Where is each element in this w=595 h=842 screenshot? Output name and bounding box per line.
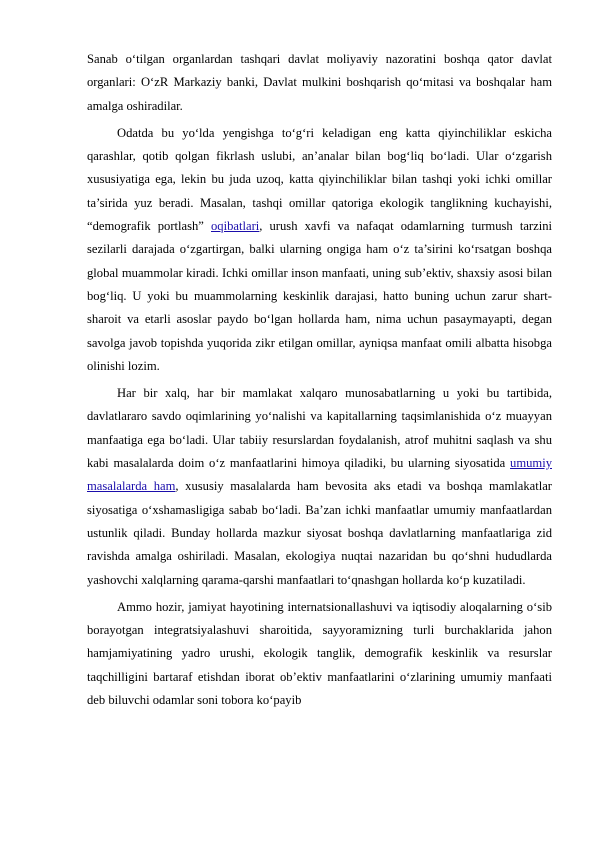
paragraph-text: Har bir xalq, har bir mamlakat xalqaro munosabatlarning u yoki bu tartibida, davlatlararo savdo oqimlarining yo‘nalishi va kapitallarning taqsimlanishida o‘z muayyan manfaatiga ega bo‘ladi. Ular tabiiy resurslardan foydalanish, atrof muhitni saqlash va shu kabi masalalarda doim o‘z manfaatlarini himoya qiladiki, bu ularning siyosatida xyxy=(87,386,552,471)
paragraph-3 xyxy=(87,382,552,592)
paragraph-2 xyxy=(87,122,552,378)
document-page xyxy=(87,48,552,716)
link-oqibatlari[interactable]: oqibatlari xyxy=(211,219,260,234)
paragraph-text: Odatda bu yo‘lda yengishga to‘g‘ri keladigan eng katta qiyinchiliklar eskicha qarashlar, qotib qolgan fikrlash uslubi, an’analar bilan bog‘liq bo‘ladi. Ular o‘zgarish xususiyatiga ega, lekin bu juda uzoq, katta qiyinchiliklar bilan tashqi yoki ichki omillar ta’sirida yuz beradi. Masalan, tashqi omillar qatoriga ekologik tanglikning kuchayishi, “demografik portlash” xyxy=(87,125,552,234)
paragraph-text: Sanab o‘tilgan organlardan tashqari davlat moliyaviy nazoratini boshqa qator davlat organlari: O‘zR Markaziy banki, Davlat mulkini boshqarish qo‘mitasi va boshqalar ham amalga oshiradilar. xyxy=(87,52,552,113)
paragraph-text: , urush xavfi va nafaqat odamlarning turmush tarzini sezilarli darajada o‘zgartirgan, balki ularning ongiga ham o‘z ta’sirini ko‘rsatgan boshqa global muammolar kiradi. Ichki omillar inson manfaati, uning sub’ektiv, shaxsiy asosi bilan bog‘liq. U yoki bu muammolarning keskinlik darajasi, hatto buning uchun zarur shart-sharoit va etarli asoslar paydo bo‘lgan hollarda ham, nima uchun pasaymayapti, degan savolga javob topishda yuqorida zikr etilgan omillar, ayniqsa manfaat omili albatta hisobga olinishi lozim. xyxy=(87,219,552,373)
link-umumiy-masalalarda-ham[interactable]: umumiy masalalarda ham xyxy=(87,456,552,494)
paragraph-text: , xususiy masalalarda ham bevosita aks etadi va boshqa mamlakatlar siyosatiga o‘xshamasligiga sabab bo‘ladi. Ba’zan ichki manfaatlar umumiy manfaatlardan ustunlik qiladi. Bunday hollarda mazkur siyosat boshqa davlatlarning manfaatlariga zid ravishda amalga oshiriladi. Masalan, ekologiya nuqtai nazaridan bu qo‘shni hududlarda yashovchi xalqlarning qarama-qarshi manfaatlari to‘qnashgan hollarda ko‘p kuzatiladi. xyxy=(87,479,552,587)
paragraph-4 xyxy=(87,596,552,712)
paragraph-text: Ammo hozir, jamiyat hayotining internatsionallashuvi va iqtisodiy aloqalarning o‘sib borayotgan integratsiyalashuvi sharoitida, sayyoramizning turli burchaklarida jahon hamjamiyatining yadro urushi, ekologik tanglik, demografik keskinlik va resurslar taqchilligini bartaraf etishdan iborat ob’ektiv manfaatlarini o‘zlarining umumiy manfaati deb biluvchi odamlar soni tobora ko‘payib xyxy=(87,599,552,708)
paragraph-1 xyxy=(87,48,552,118)
